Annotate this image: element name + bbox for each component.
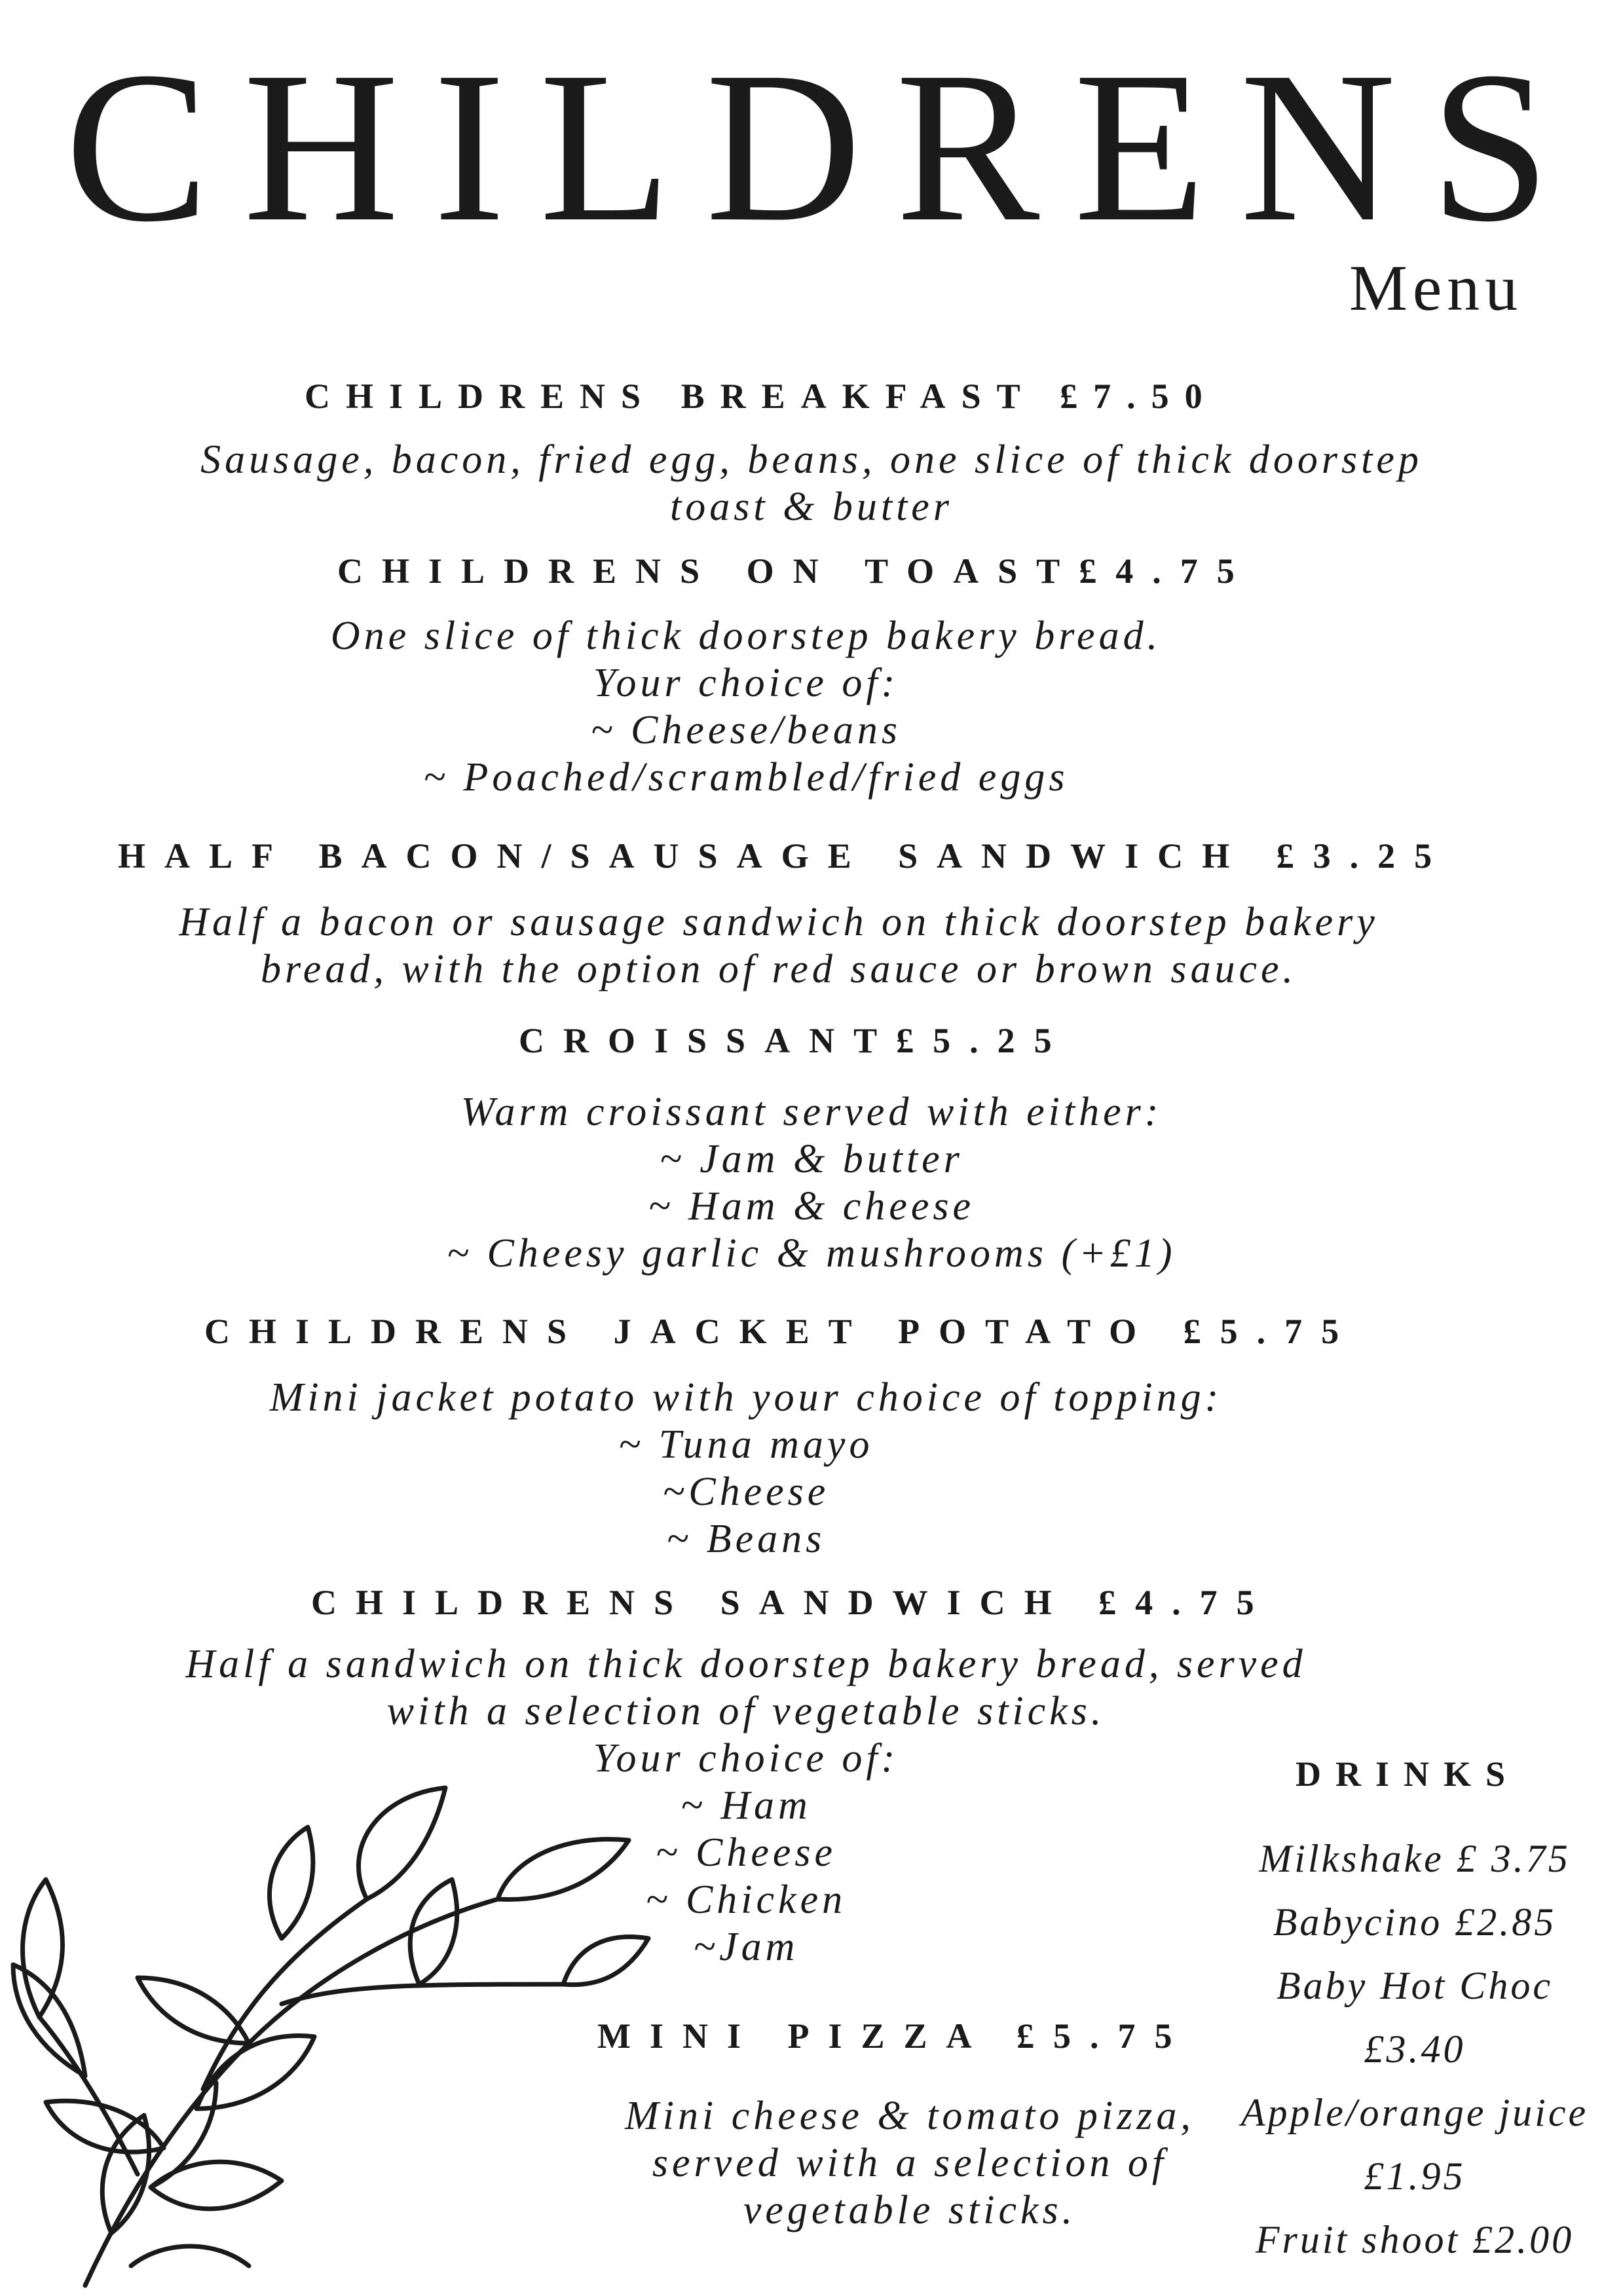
description-line: Your choice of: [593, 661, 899, 705]
section-description-croissant [222, 1088, 1401, 1277]
description-line: ~ Chicken [645, 1878, 847, 1922]
description-line: ~ Beans [666, 1517, 826, 1561]
section-heading-half-sandwich: HALF BACON/SAUSAGE SANDWICH £3.25 [118, 836, 1451, 876]
description-line: ~ Tuna mayo [618, 1422, 874, 1467]
description-line: with a selection of vegetable sticks. [386, 1689, 1106, 1733]
description-line: Mini jacket potato with your choice of topping: [269, 1375, 1223, 1420]
section-description-mini-pizza [550, 2092, 1270, 2234]
section-heading-breakfast: CHILDRENS BREAKFAST £7.50 [305, 377, 1218, 416]
description-line: vegetable sticks. [743, 2188, 1077, 2232]
description-line: ~ Cheesy garlic & mushrooms (+£1) [447, 1231, 1176, 1276]
description-line: ~ Ham [681, 1783, 811, 1828]
section-description-half-sandwich [124, 898, 1434, 993]
section-heading-jacket-potato: CHILDRENS JACKET POTATO £5.75 [204, 1312, 1358, 1351]
description-line: Sausage, bacon, fried egg, beans, one slice of thick doorstep [200, 437, 1423, 482]
description-line: Your choice of: [593, 1736, 899, 1781]
drinks-item: Babycino £2.85 [1273, 1900, 1557, 1944]
section-description-breakfast [157, 436, 1466, 530]
description-line: Half a sandwich on thick doorstep bakery bread, served [185, 1642, 1307, 1686]
description-line: ~Cheese [662, 1470, 830, 1514]
drinks-item: Milkshake £ 3.75 [1259, 1837, 1571, 1880]
drinks-item: £1.95 [1364, 2155, 1466, 2198]
description-line: ~ Ham & cheese [648, 1184, 975, 1229]
description-line: served with a selection of [652, 2141, 1168, 2185]
description-line: ~ Cheese [655, 1830, 837, 1875]
section-description-toast [157, 612, 1335, 801]
description-line: One slice of thick doorstep bakery bread. [330, 614, 1162, 658]
section-heading-croissant: CROISSANT£5.25 [519, 1021, 1071, 1060]
drinks-item: Baby Hot Choc [1277, 1964, 1553, 2007]
description-line: Half a bacon or sausage sandwich on thick doorstep bakery [179, 900, 1379, 944]
drinks-list [1218, 1827, 1611, 2272]
menu-subtitle: Menu [1349, 251, 1523, 324]
description-line: Mini cheese & tomato pizza, [625, 2094, 1195, 2138]
section-heading-toast: CHILDRENS ON TOAST£4.75 [337, 551, 1254, 591]
drinks-item: £3.40 [1364, 2028, 1466, 2071]
menu-title: CHILDRENS [65, 28, 1584, 267]
description-line: ~ Jam & butter [660, 1137, 963, 1181]
description-line: ~ Poached/scrambled/fried eggs [423, 755, 1069, 800]
description-line: toast & butter [670, 485, 953, 529]
section-description-jacket-potato [222, 1374, 1270, 1563]
description-line: ~ Cheese/beans [591, 708, 901, 752]
description-line: Warm croissant served with either: [460, 1090, 1163, 1134]
drinks-item: Fruit shoot £2.00 [1255, 2218, 1575, 2261]
section-heading-mini-pizza: MINI PIZZA £5.75 [597, 2016, 1191, 2056]
description-line: ~Jam [693, 1925, 799, 1969]
description-line: bread, with the option of red sauce or brown sauce. [260, 947, 1297, 991]
leaf-branch-icon [0, 1768, 655, 2292]
drinks-item: Apple/orange juice [1241, 2091, 1589, 2134]
section-heading-childrens-sandwich: CHILDRENS SANDWICH £4.75 [311, 1583, 1273, 1622]
drinks-heading: DRINKS [1296, 1754, 1520, 1794]
